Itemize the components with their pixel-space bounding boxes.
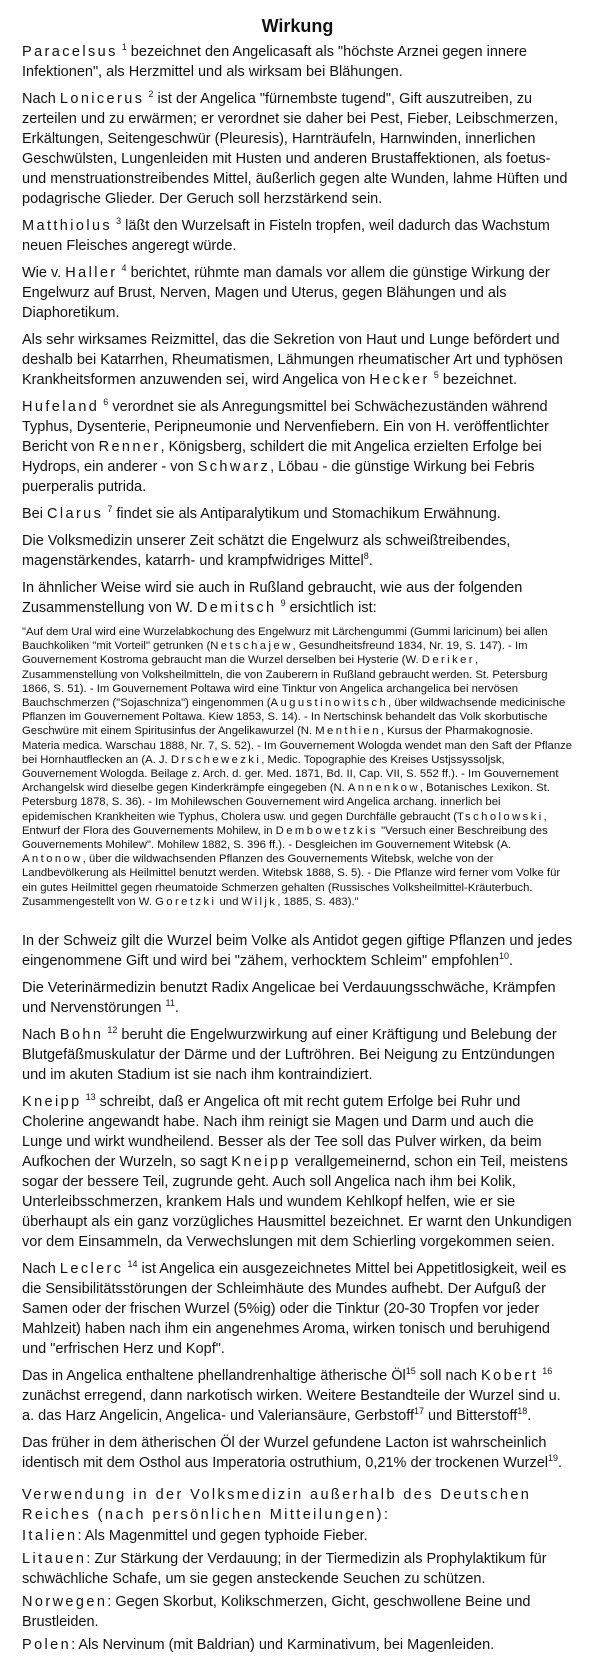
text-run: Nach: [22, 91, 60, 107]
text-run: ersichtlich ist:: [285, 600, 377, 616]
paragraph: [22, 1025, 573, 1085]
author-name: Haller: [65, 265, 118, 281]
footnote-ref: 12: [107, 1025, 118, 1036]
author-name: Drschewezki: [170, 753, 262, 766]
russian-quote-block: [22, 625, 573, 909]
author-name: Augustinowitsch: [270, 697, 389, 710]
text-run: ist Angelica ein ausgezeichnetes Mittel bei Appetitlosigkeit, weil es die Sensibilitätsstörungen der Schleimhäute des Mundes aufhebt. Der Aufguß der Samen oder der frischen Wurzel (5%ig) oder die Tinktur (20-30 Tropfen vor jeder Mahlzeit) haben nach ihm ein angenehmes Aroma, wirken tonisch und beruhigend und "erfrischen Herz und Kopf".: [22, 1261, 567, 1358]
footnote-ref: 2: [148, 89, 154, 99]
text-run: , Medic. Topographie des Kreises Ustjssyssoljsk, Gouvernement Wologda. Beilage z. Arch. d. ger. Med. 1871, Bd. II, Cap. VII, S. 552 ff.). - Im Gouvernement Archangelsk wird dieselbe gegen Kinderkrämpfe eingegeben (N.: [22, 753, 559, 795]
author-name: Hecker: [369, 372, 430, 388]
text-run: Nach: [22, 1027, 60, 1044]
text-run: und: [216, 895, 242, 908]
footnote-ref: 1: [121, 42, 127, 52]
text-run: und Bitterstoff: [424, 1408, 518, 1425]
text-run: In ähnlicher Weise wird sie auch in Rußland gebraucht, wie aus der folgenden Zusammenstellung von W.: [22, 580, 523, 616]
paragraph: [22, 1366, 573, 1426]
text-run: .: [368, 553, 373, 569]
paragraph: [22, 263, 573, 323]
author-name: Tscholowski: [457, 810, 544, 823]
text-run: verordnet sie als Anregungsmittel bei Schwächezuständen während Typhus, Dysenterie, Peripneumonie und Nervenfiebern. Ein von H. veröffentlichter Bericht von: [22, 399, 549, 455]
text-run: bezeichnet den Angelicasaft als "höchste Arznei gegen innere Infektionen", als Herzmittel und als wirksam bei Blähungen.: [22, 44, 527, 80]
author-name: Leclerc: [59, 1261, 124, 1278]
paragraph: [22, 931, 573, 971]
text-run: .: [508, 953, 513, 970]
text-run: , Kursus der Pharmakognosie. Materia medica. Warschau 1888, Nr. 7, S. 52). - Im Gouvernement Wologda wendet man den Saft der Pflanze bei Hornhautflecken an (A. J.: [22, 725, 573, 766]
paragraph: [22, 42, 573, 82]
author-name: Goretzki: [155, 895, 217, 908]
paragraph: [22, 397, 573, 497]
text-run: .: [174, 1000, 179, 1017]
footnote-ref: 15: [405, 1366, 416, 1377]
paragraph: [22, 978, 573, 1018]
author-name: Schwarz: [197, 459, 271, 475]
author-name: Dembowetzkis: [275, 824, 378, 837]
text-run: bezeichnet.: [438, 372, 517, 388]
text-run: , über die wildwachsenden Pflanzen des Gouvernements Witebsk, welche von der Landbevölkerung als Heilmittel benutzt werden. Witebsk 1888, S. 5). - Die Pflanze wird ferner vom Volke für ein gutes Heilmittel gegen rheumatoide Schmerzen gehalten (Russisches Volksheilmittel-Kräuterbuch. Zusammengestellt von W.: [22, 853, 561, 908]
author-name: Wiljk: [241, 895, 278, 908]
text-run: Das früher in dem ätherischen Öl der Wurzel gefundene Lacton ist wahrscheinlich identisch mit dem Osthol aus Imperatoria ostruthium, 0,21% der trockenen Wurzel: [22, 1435, 548, 1472]
author-name: Clarus: [47, 506, 104, 522]
author-name: Renner: [98, 439, 161, 455]
text-run: , über wildwachsende medicinische Pflanzen im Gouvernement Poltawa. Kiew 1853, S. 14). - In Nertschinsk behandelt das Volk skorbutische Geschwüre mit einem Spiritusinfus der Angelikawurzel (N.: [22, 697, 566, 738]
text-run: Als sehr wirksames Reizmittel, das die Sekretion von Haut und Lunge befördert und deshalb bei Katarrhen, Rheumatismen, Lähmungen rheumatischer Art und typhösen Krankheitsformen anzuwenden sei, wird Angelica von: [22, 332, 563, 388]
author-name: Kneipp: [231, 1154, 291, 1171]
footnote-ref: 19: [548, 1453, 559, 1464]
text-run: , Löbau - die günstige Wirkung bei Febris puerperalis putrida.: [22, 459, 535, 495]
country-name: Italien: [22, 1528, 78, 1545]
footnote-ref: 10: [498, 951, 509, 962]
paragraph: [22, 578, 573, 618]
text-run: zunächst erregend, dann narkotisch wirken. Weitere Bestandteile der Wurzel sind u. a. das Harz Angelicin, Angelica- und Valeriansäure, Gerbstoff: [22, 1388, 561, 1425]
paragraph: [22, 330, 573, 390]
body-text-part-1: [22, 42, 573, 618]
footnote-ref: 14: [127, 1259, 138, 1270]
paragraph: [22, 1259, 573, 1359]
body-text-part-2: [22, 931, 573, 1473]
country-usage-item: [22, 1549, 573, 1589]
text-run: ist der Angelica "fürnembste tugend", Gift auszutreiben, zu zerteilen und zu erwärmen; er verordnet sie daher bei Pest, Fieber, Leibschmerzen, Erkältungen, Seitengeschwür (Pleuresis), Harnträufeln, Harnwinden, innerlichen Geschwülsten, Lungenleiden mit Husten und anderen Brustaffektionen, als foetus- und menstruationstreibendes Mittel, äußerlich gegen alte Wunden, lahme Hüften und podagrische Glieder. Der Geruch soll herzstärkend sein.: [22, 91, 568, 207]
paragraph: [22, 1092, 573, 1252]
text-run: , Zusammenstellung von Volksheilmitteln, die von Zauberern in Rußland gebraucht werden. St. Petersburg 1866, S. 51). - Im Gouvernement Poltawa wird eine Tinktur von Angelica archangelica bei nervösen Bauchschmerzen ("Sojaschniza") eingenommen (: [22, 654, 548, 710]
author-name: Kobert: [481, 1368, 539, 1385]
text-run: läßt den Wurzelsaft in Fisteln tropfen, weil dadurch das Wachstum neuen Fleisches angeregt würde.: [22, 218, 550, 254]
text-run: In der Schweiz gilt die Wurzel beim Volke als Antidot gegen giftige Pflanzen und jedes eingenommene Gift und wird bei "zähem, verhocktem Schleim" empfohlen: [22, 933, 573, 970]
footnote-ref: 7: [107, 504, 113, 514]
paragraph: [22, 504, 573, 524]
usage-text: : Als Nervinum (mit Baldrian) und Karminativum, bei Magenleiden.: [71, 1637, 495, 1654]
author-name: Hufeland: [22, 399, 100, 415]
author-name: Demitsch: [196, 600, 277, 616]
footnote-ref: 6: [103, 397, 109, 407]
author-name: Menthien: [315, 725, 381, 738]
country-name: Litauen: [22, 1551, 87, 1568]
author-name: Bohn: [59, 1027, 104, 1044]
usage-text: : Als Magenmittel und gegen typhoide Fieber.: [77, 1528, 368, 1545]
folk-medicine-section: [22, 1485, 573, 1655]
text-run: , Königsberg, schildert die mit Angelica erzielten Erfolge bei Hydrops, ein anderer - von: [22, 439, 542, 475]
paragraph: [22, 531, 573, 571]
text-run: , Entwurf der Flora des Gouvernements Mohilew, in: [22, 810, 547, 837]
country-usage-item: [22, 1526, 573, 1546]
section-heading: Verwendung in der Volksmedizin außerhalb des Deutschen Reiches (nach persönlichen Mitteilungen):: [22, 1487, 532, 1524]
footnote-ref: 16: [542, 1366, 553, 1377]
footnote-ref: 17: [414, 1406, 425, 1417]
text-run: "Versuch einer Beschreibung des Gouvernements Mohilew". Mohilew 1882, S. 396 ff.). - Desgleichen im Gouvernement Witebsk (A.: [22, 824, 548, 852]
author-name: Netschajew: [210, 640, 293, 653]
paragraph: [22, 1433, 573, 1473]
text-run: Nach: [22, 1261, 60, 1278]
country-usage-item: [22, 1592, 573, 1632]
footnote-ref: 11: [165, 998, 175, 1009]
country-usage-item: [22, 1635, 573, 1655]
author-name: Annenkow: [347, 782, 420, 795]
text-run: , 1885, S. 483).": [277, 895, 359, 908]
footnote-ref: 4: [121, 263, 127, 273]
author-name: Lonicerus: [59, 91, 145, 107]
text-run: schreibt, daß er Angelica oft mit recht gutem Erfolge bei Ruhr und Cholerine angewandt habe. Nach ihm reinigt sie Magen und Darm und auch die Lunge und wirkt wundheilend. Besser als der Tee soll das Pulver wirken, da beim Aufkochen der Wurzeln, so sagt: [22, 1094, 542, 1171]
footnote-ref: 13: [85, 1092, 96, 1103]
paragraph: [22, 216, 573, 256]
footnote-ref: 5: [433, 370, 439, 380]
text-run: , Gesundheitsfreund 1834, Nr. 19, S. 147). - Im Gouvernement Kostroma gebraucht man die Wurzel derselben bei Hysterie (W.: [22, 640, 528, 667]
text-run: berichtet, rühmte man damals vor allem die günstige Wirkung der Engelwurz auf Brust, Nerven, Magen und Uterus, gegen Blähungen und als Diaphoretikum.: [22, 265, 550, 321]
usage-text: : Zur Stärkung der Verdauung; in der Tiermedizin als Prophylaktikum für schwächliche Schafe, um sie gegen ansteckende Seuchen zu schützen.: [22, 1551, 547, 1588]
text-run: "Auf dem Ural wird eine Wurzelabkochung des Engelwurz mit Lärchengummi (Gummi laricinum) bei allen Bauchkoliken "mit Vorteil" getrunken (: [22, 626, 548, 653]
text-run: soll nach: [415, 1368, 482, 1385]
text-run: , Botanisches Lexikon. St. Petersburg 1878, S. 36). - Im Mohilewschen Gouvernement wird Angelica archang. innerlich bei epidemischen Krankheiten wie Typhus, Cholera usw. und gegen Durchfälle gebraucht (: [22, 782, 550, 823]
text-run: findet sie als Antiparalytikum und Stomachikum Erwähnung.: [112, 506, 501, 522]
text-run: verallgemeinernd, schon ein Teil, meistens sogar der bessere Teil, zugrunde geht. Auch soll Angelica nach ihm bei Kolik, Unterleibsschmerzen, krankem Hals und wundem Kehlkopf helfen, wie er sie überhaupt als ein ganz vorzügliches Hausmittel bezeichnet. Er warnt den Unkundigen vor dem Einsammeln, da Verwechslungen mit dem Schierling vorgekommen seien.: [22, 1154, 572, 1251]
author-name: Kneipp: [22, 1094, 82, 1111]
country-name: Polen: [22, 1637, 72, 1654]
text-run: Die Veterinärmedizin benutzt Radix Angelicae bei Verdauungsschwäche, Krämpfen und Nervenstörungen: [22, 980, 556, 1017]
footnote-ref: 3: [116, 216, 122, 226]
text-run: Die Volksmedizin unserer Zeit schätzt die Engelwurz als schweißtreibendes, magenstärkendes, katarrh- und krampfwidriges Mittel: [22, 533, 511, 569]
page-title: Wirkung: [261, 16, 334, 36]
text-run: Bei: [22, 506, 47, 522]
paragraph: [22, 89, 573, 209]
footnote-ref: 9: [280, 598, 286, 608]
text-run: beruht die Engelwurzwirkung auf einer Kräftigung und Belebung der Blutgefäßmuskulatur der Därme und der Luftröhren. Bei Neigung zu Entzündungen und im akuten Stadium ist sie nach ihm kontraindiziert.: [22, 1027, 557, 1084]
text-run: .: [558, 1455, 563, 1472]
author-name: Deriker: [421, 654, 475, 667]
country-name: Norwegen: [22, 1594, 108, 1611]
text-run: Wie v.: [22, 265, 66, 281]
country-usage-list: [22, 1526, 573, 1655]
text-run: .: [527, 1408, 532, 1425]
text-run: Das in Angelica enthaltene phellandrenhaltige ätherische Öl: [22, 1368, 406, 1385]
author-name: Antonow: [22, 853, 83, 866]
footnote-ref: 8: [363, 551, 369, 561]
author-name: Paracelsus: [22, 44, 118, 60]
author-name: Matthiolus: [22, 218, 113, 234]
footnote-ref: 18: [517, 1406, 528, 1417]
usage-text: : Gegen Skorbut, Kolikschmerzen, Gicht, geschwollene Beine und Brustleiden.: [22, 1594, 531, 1631]
